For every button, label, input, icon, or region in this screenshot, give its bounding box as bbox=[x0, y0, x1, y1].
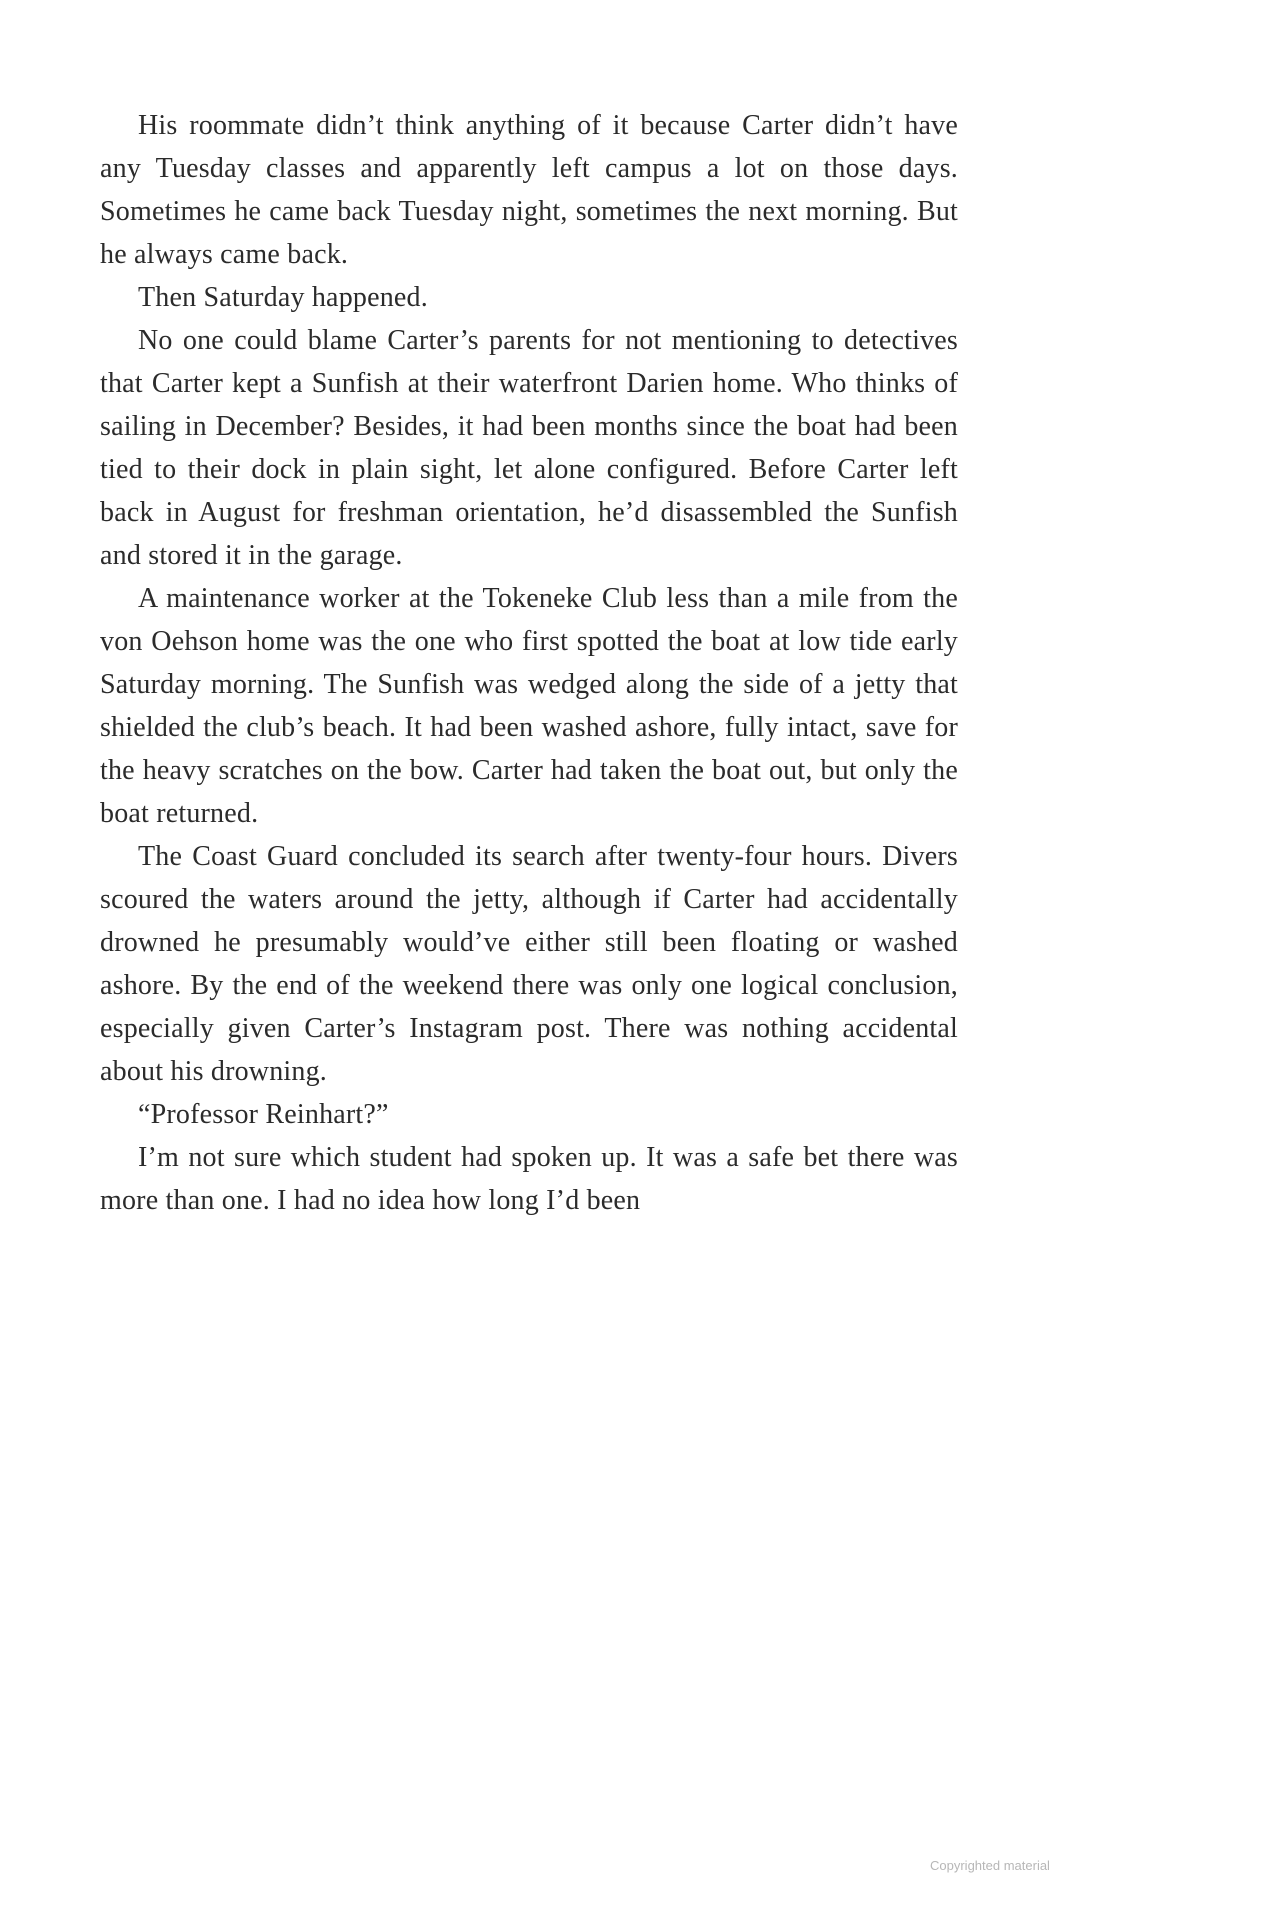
paragraph: I’m not sure which student had spoken up. It was a safe bet there was more than one. I had no idea how long I’d been bbox=[100, 1142, 958, 1216]
copyright-notice: Copyrighted material bbox=[930, 1858, 1050, 1873]
paragraph: Then Saturday happened. bbox=[138, 282, 428, 313]
paragraph: His roommate didn’t think anything of it because Carter didn’t have any Tuesday classes and apparently left campus a lot on those days. Sometimes he came back Tuesday night, sometimes the next morning. But he always came back. bbox=[100, 110, 958, 270]
paragraph: A maintenance worker at the Tokeneke Club less than a mile from the von Oehson home was the one who first spotted the boat at low tide early Saturday morning. The Sunfish was wedged along the side of a jetty that shielded the club’s beach. It had been washed ashore, fully intact, save for the heavy scratches on the bow. Carter had taken the boat out, but only the boat returned. bbox=[100, 583, 958, 829]
paragraph: No one could blame Carter’s parents for not mentioning to detectives that Carter kept a Sunfish at their waterfront Darien home. Who thinks of sailing in December? Besides, it had been months since the boat had been tied to their dock in plain sight, let alone configured. Before Carter left back in August for freshman orientation, he’d disassembled the Sunfish and stored it in the garage. bbox=[100, 325, 958, 571]
page-text bbox=[100, 104, 958, 1222]
paragraph: “Professor Reinhart?” bbox=[138, 1099, 389, 1130]
paragraph: The Coast Guard concluded its search after twenty-four hours. Divers scoured the waters around the jetty, although if Carter had accidentally drowned he presumably would’ve either still been floating or washed ashore. By the end of the weekend there was only one logical conclusion, especially given Carter’s Instagram post. There was nothing accidental about his drowning. bbox=[100, 841, 958, 1087]
